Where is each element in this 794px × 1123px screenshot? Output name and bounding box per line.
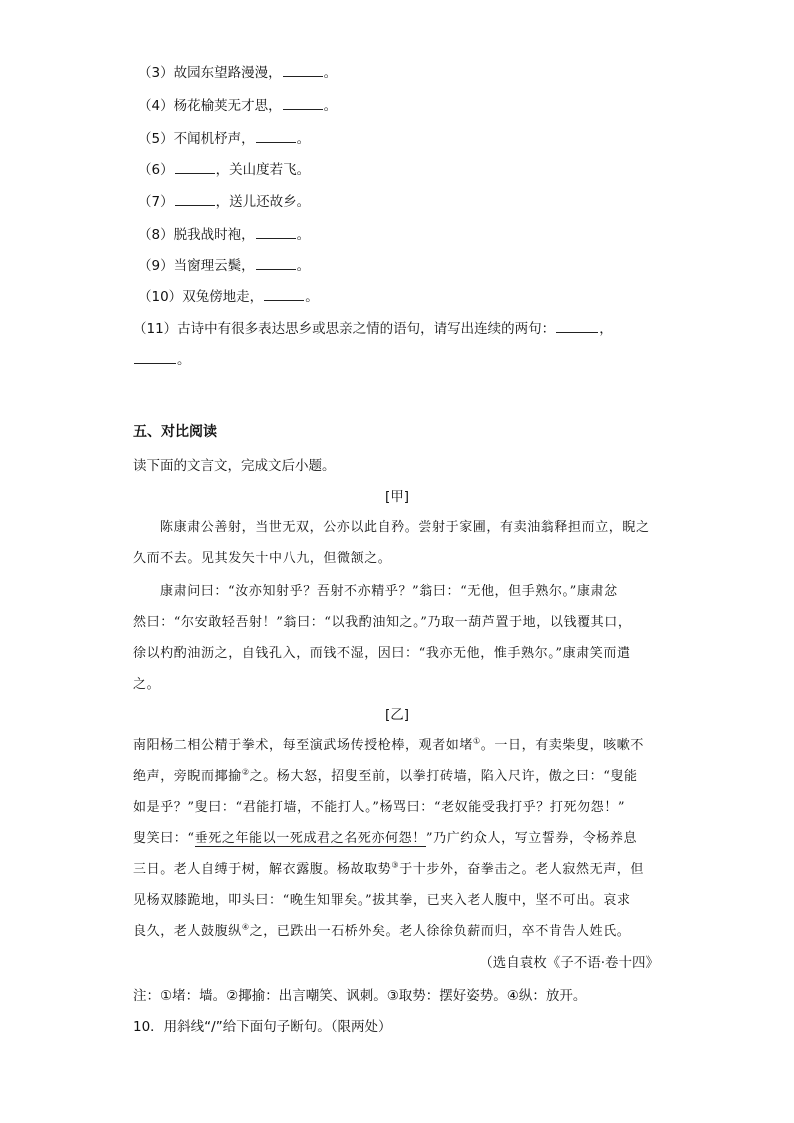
question-11-line2: 。 (133, 351, 191, 369)
question-10: （10）双兔傍地走， 。 (138, 289, 319, 305)
question-11: （11）古诗中有很多表达思乡或思亲之情的语句，请写出连续的两句： ， (133, 321, 613, 337)
answer-blank[interactable] (264, 288, 304, 301)
passage-jia-line: 陈康肃公善射，当世无双，公亦以此自矜。尝射于家圃，有卖油翁释担而立，睨之 (160, 520, 650, 535)
section-intro: 读下面的文言文，完成文后小题。 (133, 458, 336, 474)
question-10-heading: 10．用斜线“/”给下面句子断句。（限两处） (133, 1019, 392, 1035)
passage-yi-line: 绝声，旁睨而揶揄②之。杨大怒，招叟至前，以拳打砖墙，陷入尺许，傲之曰：“叟能 (133, 767, 638, 784)
passage-jia-line: 康肃问曰：“汝亦知射乎？吾射不亦精乎？”翁曰：“无他，但手熟尔。”康肃忿 (160, 584, 618, 599)
passage-yi-label: [乙] (384, 707, 410, 723)
passage-yi-line: 如是乎？”叟曰：“君能打墙，不能打人。”杨骂曰：“老奴能受我打乎？打死勿怨！” (133, 800, 626, 815)
passage-jia-line: 然曰：“尔安敢轻吾射！”翁曰：“以我酌油知之。”乃取一葫芦置于地，以钱覆其口， (133, 615, 632, 630)
question-6: （6） ，关山度若飞。 (138, 162, 311, 178)
passage-yi-line: 见杨双膝跪地，叩头曰：“晚生知罪矣。”拔其拳，已夹入老人腹中，坚不可出。哀求 (133, 893, 631, 908)
passage-yi-line: 叟笑曰：“垂死之年能以一死成君之名死亦何怨！”乃广约众人，写立誓券，令杨养息 (133, 831, 638, 846)
passage-jia-line: 徐以杓酌油沥之，自钱孔入，而钱不湿，因曰：“我亦无他，惟手熟尔。”康肃笑而遣 (133, 646, 631, 661)
answer-blank[interactable] (175, 161, 215, 174)
answer-blank[interactable] (283, 97, 323, 110)
passage-jia-line: 之。 (133, 677, 161, 692)
question-4: （4）杨花榆荚无才思， 。 (138, 98, 338, 114)
footnote-marker: ④ (241, 922, 250, 932)
answer-blank[interactable] (256, 130, 296, 143)
passage-jia-label: [甲] (384, 489, 410, 505)
passage-jia-line: 久而不去。见其发矢十中八九，但微颔之。 (133, 551, 392, 566)
answer-blank[interactable] (283, 64, 323, 77)
source-citation: （选自袁枚《子不语·卷十四》 (479, 955, 659, 971)
footnote-marker: ② (241, 767, 250, 777)
footnotes: 注：①堵：墙。②揶揄：出言嘲笑、讽刺。③取势：摆好姿势。④纵：放开。 (133, 988, 587, 1004)
question-5: （5）不闻机杼声， 。 (138, 131, 311, 147)
answer-blank[interactable] (134, 351, 176, 364)
question-7: （7） ，送儿还故乡。 (138, 194, 311, 210)
answer-blank[interactable] (175, 193, 215, 206)
section-title: 五、对比阅读 (133, 424, 217, 440)
answer-blank[interactable] (256, 226, 296, 239)
answer-blank[interactable] (556, 320, 598, 333)
question-3: （3）故园东望路漫漫， 。 (138, 65, 338, 81)
underlined-sentence: 垂死之年能以一死成君之名死亦何怨！ (194, 831, 426, 846)
passage-yi-line: 良久，老人鼓腹纵④之，已跌出一石桥外矣。老人徐徐负薪而归，卒不肯告人姓氏。 (133, 922, 631, 939)
passage-yi-line: 南阳杨二相公精于拳术，每至演武场传授枪棒，观者如堵①。一日，有卖柴叟，咳嗽不 (133, 736, 644, 753)
footnote-marker: ③ (391, 860, 400, 870)
question-9: （9）当窗理云鬓， 。 (138, 258, 311, 274)
passage-yi-line: 三日。老人自缚于树，解衣露腹。杨故取势③于十步外，奋拳击之。老人寂然无声，但 (133, 860, 644, 877)
answer-blank[interactable] (256, 257, 296, 270)
footnote-marker: ① (473, 736, 481, 746)
question-8: （8）脱我战时袍， 。 (138, 227, 311, 243)
